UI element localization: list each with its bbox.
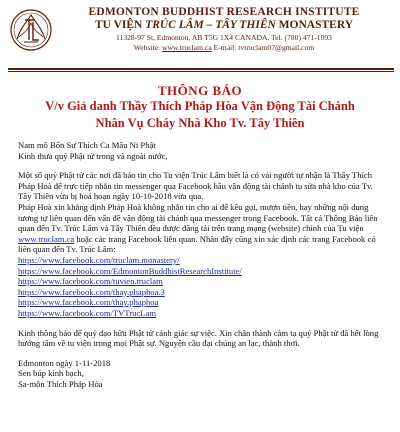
header-divider-thin — [8, 71, 394, 72]
notice-subject-line2: Nhân Vụ Cháy Nhà Kho Tv. Tây Thiên — [95, 116, 305, 130]
address: 11328-97 St, Edmonton, AB T5G 1X4 CANADA. Tel. (780) 471-1093 — [116, 33, 332, 42]
paragraph-2: Pháp Hoà xin khẳng định Pháp Hoà không nhắn tin cho ai để kêu gọi, mượn tiền, hay những nội dung tương tự liên quan đến vấn đề vận động tài chánh qua messenger trong Facebook. Tất cả Thông Báo liên quan đến Tv. Trúc Lâm và Tây Thiên đều được đăng tải trên trang mạng (website) chính của Tu viện www.truclam.ca hoặc các trang Facebook liên quan. Nhân đây cũng xin xác định các trang Facebook có liên quan đến Tv. Trúc Lâm: — [18, 201, 378, 255]
facebook-link[interactable]: https://www.facebook.com/TVTrucLam — [18, 307, 157, 318]
contact-line: Website: www.truclam.ca E-mail: tvtruclam07@gmail.com — [133, 43, 315, 52]
website-link[interactable]: www.truclam.ca — [162, 43, 212, 52]
facebook-link[interactable]: https://www.facebook.com/EdmontonBuddhistResearchInstitute/ — [18, 265, 242, 276]
letterhead — [8, 6, 394, 64]
institute-name: EDMONTON BUDDHIST RESEARCH INSTITUTE — [88, 6, 360, 18]
salutation: Kính thưa quý Phật tử trong và ngoài nước, — [18, 150, 168, 161]
facebook-link[interactable]: https://www.facebook.com/thay.phaphoa — [18, 297, 159, 308]
notice-subject-line1: V/v Giả danh Thầy Thích Pháp Hòa Vận Động Tài Chánh — [45, 99, 355, 113]
signature-name: Sa-môn Thích Pháp Hòa — [18, 378, 103, 389]
notice-title: THÔNG BÁO — [157, 83, 243, 98]
signoff: Sen búp kính bạch, — [18, 368, 84, 379]
header-divider — [8, 68, 394, 70]
monastery-name: TU VIỆN TRÚC LÂM – TÂY THIÊN MONASTERY — [94, 19, 354, 31]
facebook-links-list — [18, 255, 386, 319]
facebook-link[interactable]: https://www.facebook.com/thay.phaphoa.3 — [18, 286, 165, 297]
greeting: Nam mô Bổn Sư Thích Ca Mâu Ni Phật — [18, 140, 156, 150]
facebook-link[interactable]: https://www.facebook.com/tuvien.truclam — [18, 276, 163, 287]
monastery-logo-icon — [8, 6, 54, 58]
website-inline-link[interactable]: www.truclam.ca — [18, 233, 75, 244]
email-address: tvtruclam07@gmail.com — [238, 43, 315, 52]
letter-date: Edmonton ngày 1-11-2018 — [18, 357, 111, 368]
closing-paragraph: Kính thông báo để quý đạo hữu Phật tử cảnh giác sự việc. Xin chân thành cảm tạ quý Phật tử đã hết lòng hướng tâm về tu viện trong mọi Phật sự. Nguyện cầu đại chúng an lạc, thành thơi. — [18, 327, 379, 349]
paragraph-1: Một số quý Phật tử các nơi đã báo tin cho Tu viện Trúc Lâm biết là có vài người tự nhận là Thầy Thích Pháp Hoà để trực tiếp nhắn tin messenger qua Facebook hầu vận động tài chánh tu sửa nhà kho của Tv. Tây Thiên vừa bị hoả hoạn ngày 10-10-2018 vừa qua. — [18, 170, 373, 202]
facebook-link[interactable]: https://www.facebook.com/truclam.monastery/ — [18, 254, 180, 265]
letter-body — [18, 140, 386, 389]
